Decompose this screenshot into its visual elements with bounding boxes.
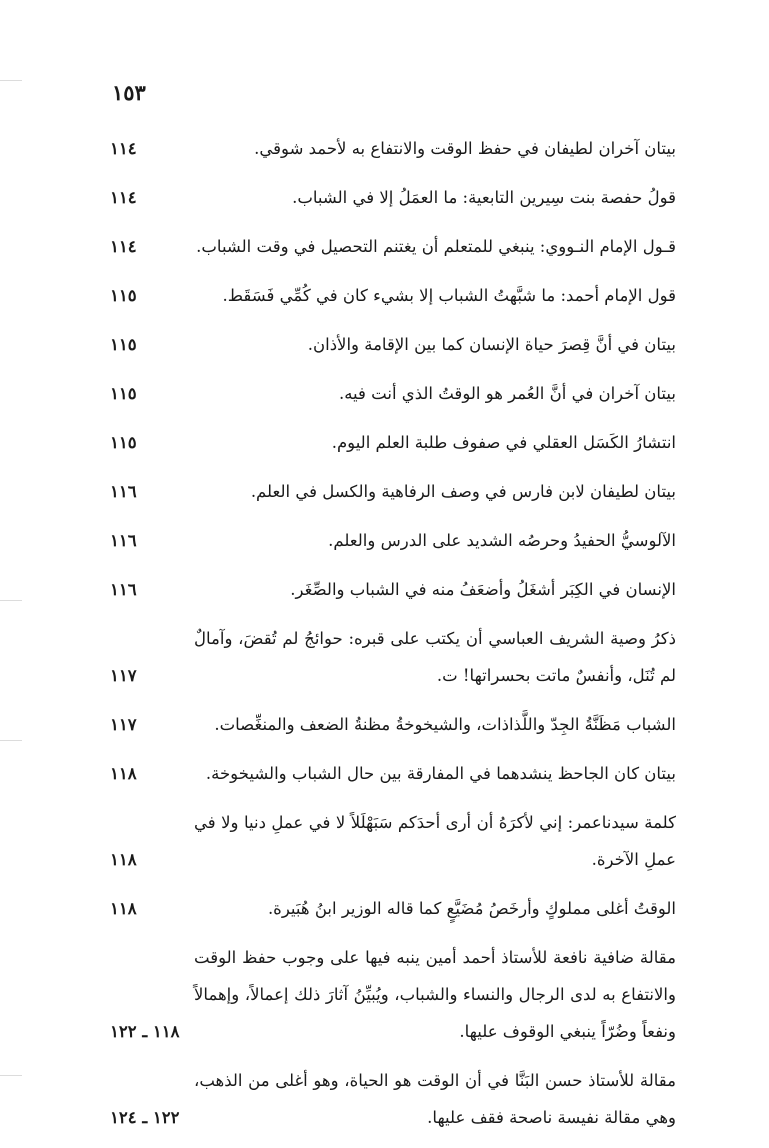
toc-entry	[110, 424, 676, 461]
toc-entry-page: ١١٧	[110, 715, 137, 734]
toc-entry-page: ١١٨	[110, 764, 137, 783]
toc-entry-page: ١١٤	[110, 188, 137, 207]
scan-edge-mark	[0, 1075, 22, 1076]
toc-entry-page: ١٢٢ ـ ١٢٤	[110, 1108, 180, 1127]
toc-entry	[110, 890, 676, 927]
toc-entry	[110, 939, 676, 1050]
toc-entry-text: بيتان آخران في أنَّ العُمر هو الوقتُ الذي أنت فيه.	[338, 384, 676, 403]
toc-entry-page: ١١٥	[110, 286, 137, 305]
toc-entry	[110, 1062, 676, 1136]
toc-entry-text: قول الإمام أحمد: ما شبَّهتُ الشباب إلا بشيء كان في كُمِّي فَسَقَط.	[222, 286, 676, 305]
toc-entry-page: ١١٨ ـ ١٢٢	[110, 1022, 180, 1041]
toc-entry-text: بيتان آخران لطيفان في حفظ الوقت والانتفاع به لأحمد شوقي.	[254, 139, 676, 158]
toc-entry	[110, 571, 676, 608]
toc-entry-text: بيتان لطيفان لابن فارس في وصف الرفاهية والكسل في العلم.	[250, 482, 676, 501]
toc-entry-text: الآلوسيُّ الحفيدُ وحرصُه الشديد على الدرس والعلم.	[328, 531, 676, 550]
toc-entry	[110, 755, 676, 792]
toc-entry-page: ١١٥	[110, 433, 137, 452]
toc-entry	[110, 522, 676, 559]
toc-entry	[110, 706, 676, 743]
toc-entry-page: ١١٦	[110, 580, 137, 599]
toc-entry	[110, 375, 676, 412]
toc-entry-text: ذكرُ وصية الشريف العباسي أن يكتب على قبره: حوائجُ لم تُقضَ، وآمالٌ لم تُنَل، وأنفسٌ ماتت بحسراتها! ت.	[194, 629, 676, 685]
toc-entry-text: الإنسان في الكِبَر أشغَلُ وأضعَفُ منه في الشباب والصِّغَر.	[290, 580, 676, 599]
toc-entry	[110, 326, 676, 363]
toc-entry	[110, 179, 676, 216]
toc-entry-text: قـول الإمام النـووي: ينبغي للمتعلم أن يغتنم التحصيل في وقت الشباب.	[196, 237, 676, 256]
toc-entry	[110, 130, 676, 167]
table-of-contents	[110, 130, 676, 1148]
toc-entry-text: كلمة سيدناعمر: إني لأكرَهُ أن أرى أحدَكم سَبَهْلَلاً لا في عملِ دنيا ولا في عملِ الآخرة.	[194, 813, 676, 869]
toc-entry	[110, 620, 676, 694]
toc-entry-text: قولُ حفصة بنت سِيرين التابعية: ما العمَلُ إلا في الشباب.	[292, 188, 676, 207]
toc-entry-text: مقالة ضافية نافعة للأستاذ أحمد أمين ينبه فيها على وجوب حفظ الوقت والانتفاع به لدى الرجال والنساء والشباب، ويُبيِّنُ آثارَ ذلك إعمالاً، وإهمالاً ونفعاً وضُرّاً ينبغي الوقوف عليها.	[194, 948, 676, 1041]
toc-entry-text: بيتان في أنَّ قِصرَ حياة الإنسان كما بين الإقامة والأذان.	[307, 335, 676, 354]
toc-entry-text: انتشارُ الكَسَل العقلي في صفوف طلبة العلم اليوم.	[331, 433, 676, 452]
toc-entry	[110, 473, 676, 510]
toc-entry	[110, 804, 676, 878]
toc-entry-text: بيتان كان الجاحظ ينشدهما في المفارقة بين حال الشباب والشيخوخة.	[205, 764, 676, 783]
toc-entry-page: ١١٦	[110, 482, 137, 501]
toc-entry-page: ١١٤	[110, 139, 137, 158]
toc-entry-text: الوقتُ أغلى مملوكٍ وأرخَصُ مُضَيَّعٍ كما قاله الوزير ابنُ هُبَيرة.	[267, 899, 676, 918]
toc-entry-page: ١١٨	[110, 850, 137, 869]
toc-entry-page: ١١٥	[110, 384, 137, 403]
toc-entry-page: ١١٤	[110, 237, 137, 256]
scan-edge-mark	[0, 80, 22, 81]
scan-edge-mark	[0, 740, 22, 741]
page-number: ١٥٣	[112, 80, 146, 105]
toc-entry-page: ١١٦	[110, 531, 137, 550]
toc-entry	[110, 228, 676, 265]
toc-entry-page: ١١٥	[110, 335, 137, 354]
scan-edge-mark	[0, 600, 22, 601]
toc-entry	[110, 277, 676, 314]
toc-entry-text: الشباب مَظَنَّةُ الجِدّ واللَّذاذات، والشيخوخةُ مظنةُ الضعف والمنغِّصات.	[214, 715, 676, 734]
toc-entry-page: ١١٨	[110, 899, 137, 918]
toc-entry-text: مقالة للأستاذ حسن البَنَّا في أن الوقت هو الحياة، وهو أغلى من الذهب، وهي مقالة نفيسة ناصحة فقف عليها.	[194, 1071, 676, 1127]
toc-entry-page: ١١٧	[110, 666, 137, 685]
